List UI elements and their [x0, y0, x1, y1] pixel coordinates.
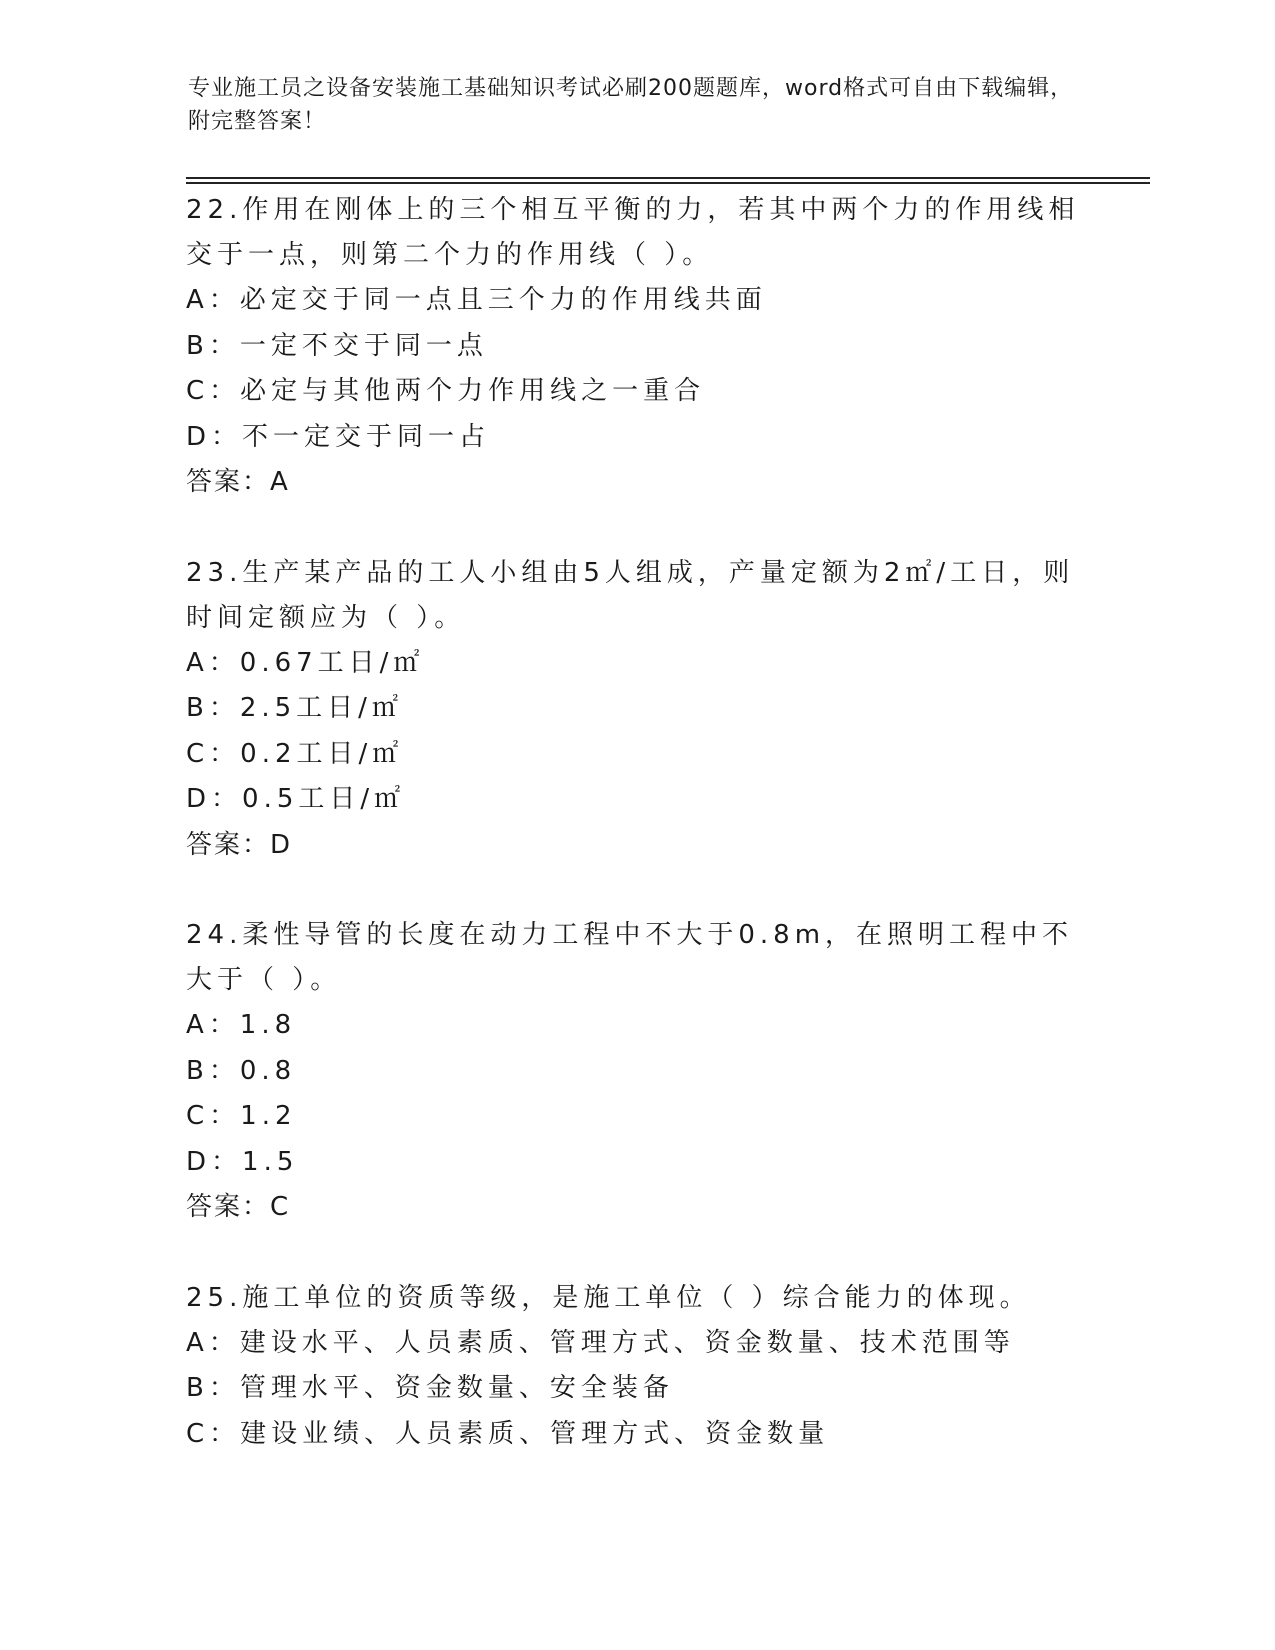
- option-c: C：建设业绩、人员素质、管理方式、资金数量: [186, 1418, 830, 1449]
- option-a: A：0.67工日/㎡: [186, 647, 425, 678]
- document-header: 专业施工员之设备安装施工基础知识考试必刷200题题库，word格式可自由下载编辑，附完整答案！: [188, 76, 1074, 134]
- question-stem: 23.生产某产品的工人小组由5人组成，产量定额为2㎡/工日，则时间定额应为（ ）。: [186, 557, 1075, 633]
- question-stem: 22.作用在刚体上的三个相互平衡的力，若其中两个力的作用线相交于一点，则第二个力的作用线（ ）。: [186, 195, 1080, 270]
- answer-label: 答案：: [186, 467, 271, 497]
- option-c: C：1.2: [186, 1101, 297, 1131]
- option-a: A：必定交于同一点且三个力的作用线共面: [186, 285, 767, 315]
- option-b: B：一定不交于同一点: [186, 330, 488, 361]
- option-b: B：2.5工日/㎡: [186, 693, 403, 723]
- question-25: [186, 1276, 1086, 1458]
- answer-value: C: [270, 1192, 290, 1222]
- header-divider-bottom: [186, 182, 1150, 184]
- answer-line: [186, 460, 1086, 506]
- header-divider-top: [186, 177, 1150, 179]
- answer-value: A: [270, 467, 289, 497]
- question-stem: 25.施工单位的资质等级，是施工单位（ ）综合能力的体现。: [186, 1282, 1031, 1313]
- option-a: A：1.8: [186, 1010, 297, 1040]
- answer-label: 答案：: [186, 829, 271, 860]
- answer-value: D: [270, 829, 292, 860]
- question-23: [186, 551, 1086, 869]
- option-b: B：管理水平、资金数量、安全装备: [186, 1373, 674, 1403]
- answer-line: [186, 1185, 1086, 1231]
- question-list: [186, 188, 1086, 1502]
- question-22: [186, 188, 1086, 506]
- option-c: C：必定与其他两个力作用线之一重合: [186, 376, 706, 406]
- option-c: C：0.2工日/㎡: [186, 738, 404, 769]
- option-d: D：1.5: [186, 1146, 299, 1177]
- answer-line: [186, 823, 1086, 869]
- question-stem: 24.柔性导管的长度在动力工程中不大于0.8m，在照明工程中不大于（ ）。: [186, 920, 1074, 995]
- option-d: D：不一定交于同一占: [186, 421, 491, 452]
- question-24: [186, 913, 1086, 1231]
- option-b: B：0.8: [186, 1055, 297, 1086]
- answer-label: 答案：: [186, 1192, 271, 1222]
- option-d: D：0.5工日/㎡: [186, 784, 406, 814]
- option-a: A：建设水平、人员素质、管理方式、资金数量、技术范围等: [186, 1327, 1015, 1358]
